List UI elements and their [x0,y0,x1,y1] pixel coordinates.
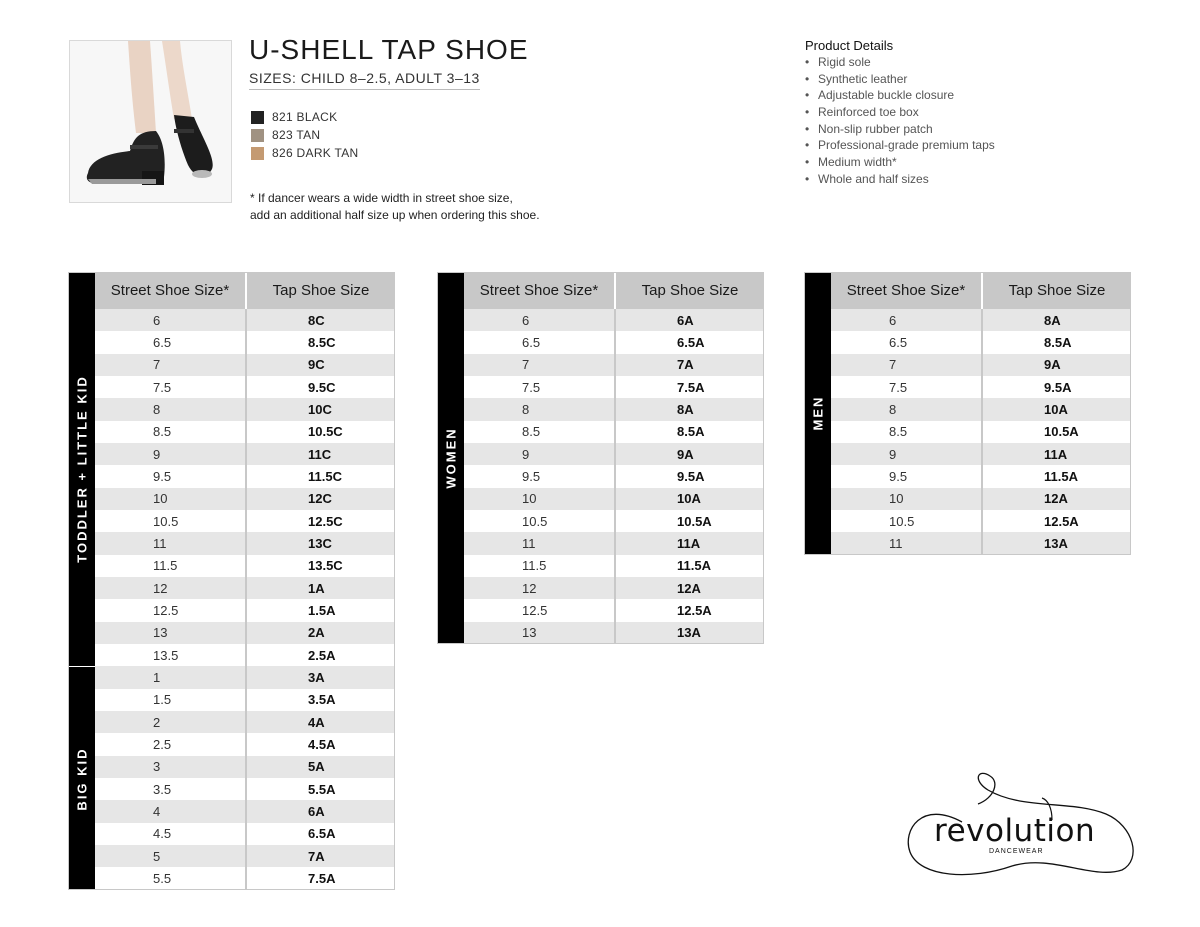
product-details [805,38,995,188]
table-row [464,376,764,398]
category-band [68,272,95,666]
detail-item [805,171,995,188]
tap-size-cell: 8C [245,309,395,331]
table-row [95,309,395,331]
table-row [95,465,395,487]
bullet-icon: • [805,55,810,69]
street-size-cell: 8 [831,398,981,420]
detail-item [805,71,995,88]
street-size-cell: 10.5 [464,510,614,532]
street-size-cell: 7 [95,354,245,376]
street-size-cell: 10.5 [95,510,245,532]
color-item [251,144,359,162]
size-table-men [804,272,1131,555]
street-size-cell: 6 [464,309,614,331]
tap-size-cell: 11.5A [981,465,1131,487]
detail-item [805,87,995,104]
detail-text: Medium width* [818,155,897,170]
table-row [95,510,395,532]
street-size-cell: 13.5 [95,644,245,666]
tap-size-cell: 13A [981,532,1131,554]
table-row [831,510,1131,532]
table-row [95,577,395,599]
tap-shoe-illustration [70,41,231,202]
width-note-line: add an additional half size up when ordering this shoe. [250,208,540,222]
color-label: 823 TAN [272,128,321,142]
street-size-cell: 7.5 [464,376,614,398]
category-label: BIG KID [74,747,89,811]
tap-size-cell: 6A [245,800,395,822]
tap-size-cell: 6.5A [245,823,395,845]
category-label: WOMEN [443,427,458,489]
detail-text: Reinforced toe box [818,105,919,120]
tap-size-cell: 10C [245,398,395,420]
street-size-cell: 11.5 [464,555,614,577]
tap-size-cell: 2A [245,622,395,644]
street-size-cell: 6.5 [95,331,245,353]
tap-size-cell: 9A [614,443,764,465]
street-size-cell: 1 [95,666,245,688]
street-size-cell: 8 [464,398,614,420]
street-size-cell: 7.5 [831,376,981,398]
table-row [95,398,395,420]
table-row [95,666,395,688]
tap-size-cell: 12.5A [981,510,1131,532]
street-size-cell: 12.5 [95,599,245,621]
tap-size-cell: 11.5C [245,465,395,487]
tap-size-cell: 3.5A [245,689,395,711]
street-size-cell: 8.5 [831,421,981,443]
product-sizes: SIZES: CHILD 8–2.5, ADULT 3–13 [249,70,480,90]
street-size-cell: 7 [831,354,981,376]
table-body [464,309,764,644]
street-size-cell: 9 [831,443,981,465]
tap-size-cell: 10.5C [245,421,395,443]
brand-tagline: DANCEWEAR [989,848,1044,855]
table-body [831,309,1131,555]
tap-size-header: Tap Shoe Size [981,272,1131,309]
tap-size-cell: 11C [245,443,395,465]
tap-size-cell: 5.5A [245,778,395,800]
table-row [831,532,1131,554]
table-row [464,465,764,487]
table-row [464,354,764,376]
street-size-cell: 13 [95,622,245,644]
tap-size-cell: 5A [245,756,395,778]
size-table-kids [68,272,395,890]
street-size-cell: 11 [831,532,981,554]
street-size-cell: 13 [464,622,614,644]
tap-size-cell: 9C [245,354,395,376]
tap-size-cell: 12A [981,488,1131,510]
product-details-heading: Product Details [805,38,894,53]
street-size-cell: 5.5 [95,867,245,889]
table-row [95,689,395,711]
tap-size-cell: 10.5A [981,421,1131,443]
detail-item [805,104,995,121]
table-row [831,465,1131,487]
table-row [95,756,395,778]
tap-size-cell: 11.5A [614,555,764,577]
street-size-cell: 12.5 [464,599,614,621]
table-header [464,272,764,309]
table-row [831,376,1131,398]
tap-size-cell: 3A [245,666,395,688]
tap-size-cell: 8.5A [981,331,1131,353]
size-table-women [437,272,764,644]
detail-text: Professional-grade premium taps [818,138,995,153]
table-row [464,488,764,510]
street-size-cell: 10.5 [831,510,981,532]
product-photo [69,40,232,203]
street-size-cell: 8.5 [464,421,614,443]
table-row [831,443,1131,465]
table-header [831,272,1131,309]
street-size-cell: 6 [95,309,245,331]
bullet-icon: • [805,155,810,170]
table-row [95,488,395,510]
category-band [804,272,831,555]
tap-size-cell: 6A [614,309,764,331]
category-side-bar [804,272,831,555]
street-size-cell: 7.5 [95,376,245,398]
category-side-bar [68,272,95,890]
detail-item [805,137,995,154]
category-band [68,666,95,890]
table-row [95,443,395,465]
tap-size-cell: 10.5A [614,510,764,532]
brand-name: revolution [934,813,1096,849]
tap-size-cell: 8A [614,398,764,420]
street-size-cell: 3.5 [95,778,245,800]
table-row [464,309,764,331]
table-row [95,778,395,800]
table-row [95,845,395,867]
street-size-cell: 6.5 [464,331,614,353]
table-row [95,800,395,822]
street-size-cell: 10 [831,488,981,510]
tap-size-cell: 6.5A [614,331,764,353]
tap-size-cell: 8A [981,309,1131,331]
tap-size-cell: 4A [245,711,395,733]
bullet-icon: • [805,171,810,186]
category-label: TODDLER + LITTLE KID [74,375,89,563]
tap-size-cell: 9A [981,354,1131,376]
tap-size-cell: 11A [614,532,764,554]
tap-size-header: Tap Shoe Size [614,272,764,309]
table-row [95,867,395,889]
table-header [95,272,395,309]
tap-size-cell: 13.5C [245,555,395,577]
street-size-cell: 11.5 [95,555,245,577]
tap-size-cell: 7.5A [245,867,395,889]
color-label: 826 DARK TAN [272,146,359,160]
street-size-cell: 6.5 [831,331,981,353]
tap-size-cell: 4.5A [245,733,395,755]
tap-size-cell: 13A [614,622,764,644]
tap-size-cell: 9.5A [614,465,764,487]
street-size-cell: 12 [95,577,245,599]
table-row [831,398,1131,420]
table-row [831,488,1131,510]
street-size-header: Street Shoe Size* [95,272,245,309]
tap-size-cell: 8.5C [245,331,395,353]
width-note-line: * If dancer wears a wide width in street shoe size, [250,191,513,205]
tap-size-header: Tap Shoe Size [245,272,395,309]
table-row [95,331,395,353]
category-band [437,272,464,644]
detail-text: Adjustable buckle closure [818,88,955,103]
street-size-cell: 1.5 [95,689,245,711]
bullet-icon: • [805,138,810,153]
street-size-cell: 5 [95,845,245,867]
color-swatch [251,129,264,142]
bullet-icon: • [805,88,810,103]
street-size-cell: 9 [464,443,614,465]
color-list [251,108,359,162]
detail-text: Synthetic leather [818,71,908,86]
street-size-cell: 7 [464,354,614,376]
street-size-cell: 9 [95,443,245,465]
category-label: MEN [810,395,825,431]
street-size-cell: 11 [95,532,245,554]
street-size-cell: 3 [95,756,245,778]
color-swatch [251,147,264,160]
table-row [95,622,395,644]
table-row [831,309,1131,331]
tap-size-cell: 12C [245,488,395,510]
table-row [464,421,764,443]
table-row [831,354,1131,376]
table-row [464,599,764,621]
table-row [95,532,395,554]
table-row [464,555,764,577]
tap-size-cell: 13C [245,532,395,554]
product-title: U-SHELL TAP SHOE [249,34,529,65]
width-note [250,190,540,224]
street-size-header: Street Shoe Size* [831,272,981,309]
color-swatch [251,111,264,124]
table-row [831,421,1131,443]
table-row [464,532,764,554]
table-row [95,823,395,845]
tap-size-cell: 12A [614,577,764,599]
table-row [464,622,764,644]
tap-size-cell: 7A [245,845,395,867]
bullet-icon: • [805,105,810,120]
table-row [464,510,764,532]
street-size-header: Street Shoe Size* [464,272,614,309]
tap-size-cell: 2.5A [245,644,395,666]
tap-size-cell: 9.5A [981,376,1131,398]
category-side-bar [437,272,464,644]
street-size-cell: 12 [464,577,614,599]
street-size-cell: 6 [831,309,981,331]
color-label: 821 BLACK [272,110,338,124]
street-size-cell: 2 [95,711,245,733]
tap-size-cell: 10A [614,488,764,510]
street-size-cell: 10 [464,488,614,510]
table-row [95,599,395,621]
color-item [251,108,359,126]
tap-size-cell: 8.5A [614,421,764,443]
street-size-cell: 8 [95,398,245,420]
detail-item [805,121,995,138]
street-size-cell: 4.5 [95,823,245,845]
tap-size-cell: 1A [245,577,395,599]
tap-size-cell: 12.5A [614,599,764,621]
tap-size-cell: 7.5A [614,376,764,398]
table-row [831,331,1131,353]
table-row [95,421,395,443]
street-size-cell: 9.5 [95,465,245,487]
detail-item [805,54,995,71]
tap-size-cell: 11A [981,443,1131,465]
table-row [95,376,395,398]
detail-text: Non-slip rubber patch [818,121,933,136]
table-row [464,443,764,465]
table-row [95,644,395,666]
product-details-list [805,54,995,188]
street-size-cell: 10 [95,488,245,510]
tap-size-cell: 9.5C [245,376,395,398]
detail-text: Whole and half sizes [818,171,929,186]
table-body [95,309,395,890]
bullet-icon: • [805,71,810,86]
street-size-cell: 8.5 [95,421,245,443]
tap-size-cell: 1.5A [245,599,395,621]
street-size-cell: 9.5 [831,465,981,487]
color-item [251,126,359,144]
detail-item [805,154,995,171]
table-row [95,354,395,376]
table-row [464,577,764,599]
street-size-cell: 11 [464,532,614,554]
bullet-icon: • [805,121,810,136]
street-size-cell: 4 [95,800,245,822]
table-row [95,711,395,733]
detail-text: Rigid sole [818,55,871,69]
table-row [95,733,395,755]
tap-size-cell: 7A [614,354,764,376]
table-row [464,398,764,420]
tap-size-cell: 12.5C [245,510,395,532]
table-row [95,555,395,577]
table-row [464,331,764,353]
tap-size-cell: 10A [981,398,1131,420]
street-size-cell: 2.5 [95,733,245,755]
street-size-cell: 9.5 [464,465,614,487]
